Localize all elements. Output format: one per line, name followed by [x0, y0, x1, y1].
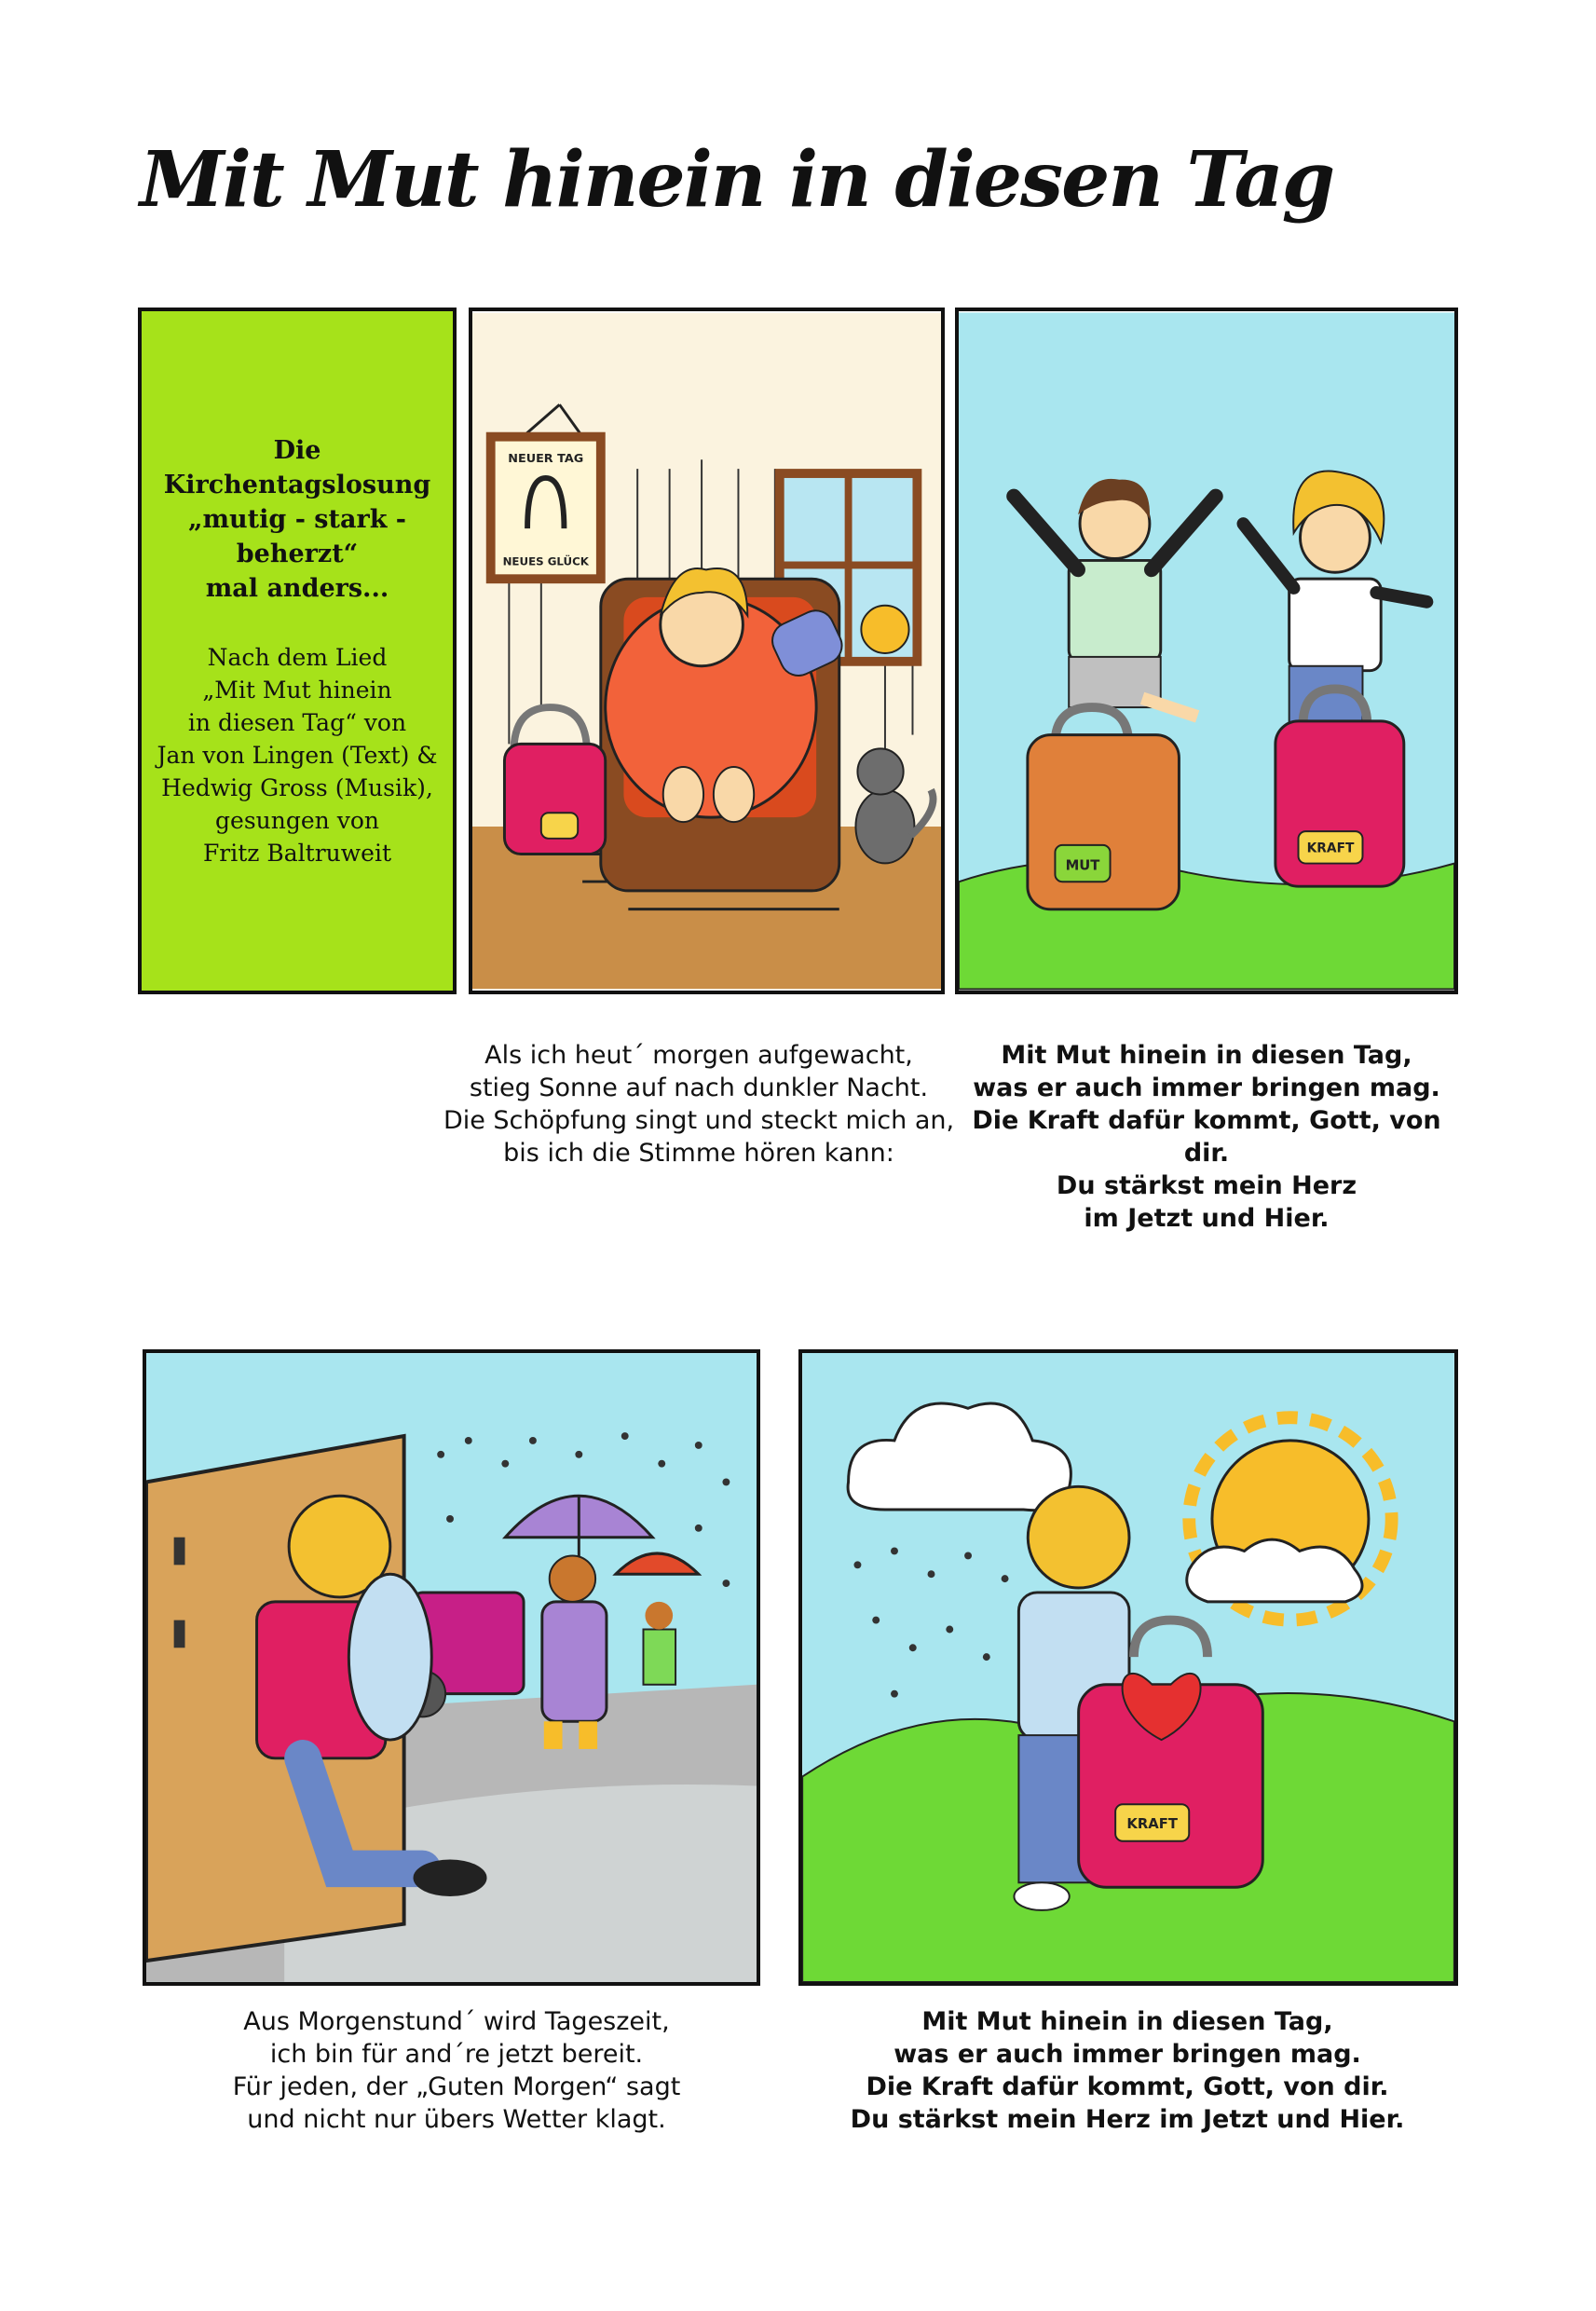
panel-sunshine	[798, 1349, 1458, 1986]
caption-line: Für jeden, der „Guten Morgen“ sagt	[232, 2072, 681, 2101]
intro-body-line: Fritz Baltruweit	[202, 839, 392, 867]
caption-line: im Jetzt und Hier.	[1084, 1204, 1330, 1233]
intro-body	[157, 641, 437, 869]
picture-label-bottom: NEUES GLÜCK	[502, 554, 589, 568]
intro-heading-line: beherzt“	[236, 539, 359, 568]
picture-label-top: NEUER TAG	[508, 452, 584, 467]
caption-verse1	[438, 1039, 960, 1169]
backpack-kraft-label: KRAFT	[1306, 841, 1355, 856]
caption-line: Als ich heut´ morgen aufgewacht,	[484, 1041, 913, 1070]
sunshine-illustration	[802, 1353, 1454, 1982]
intro-body-line: in diesen Tag“ von	[187, 708, 407, 736]
intro-heading-line: Kirchentagslosung	[163, 470, 431, 499]
wakeup-illustration	[472, 311, 941, 991]
caption-verse2	[182, 2005, 731, 2136]
rain-illustration	[146, 1353, 757, 1982]
caption-line: Mit Mut hinein in diesen Tag,	[1001, 1041, 1412, 1070]
jumping-illustration	[959, 311, 1454, 991]
intro-body-line: Jan von Lingen (Text) &	[157, 741, 438, 769]
caption-chorus2	[820, 2005, 1435, 2136]
intro-heading-line: mal anders...	[205, 573, 389, 603]
caption-chorus1	[960, 1039, 1453, 1235]
intro-box	[138, 308, 457, 994]
caption-line: Die Kraft dafür kommt, Gott, von dir.	[866, 2072, 1389, 2101]
intro-body-line: gesungen von	[215, 806, 379, 834]
intro-heading-line: Die	[273, 435, 321, 465]
panel-rain	[143, 1349, 760, 1986]
intro-body-line: „Mit Mut hinein	[202, 676, 392, 704]
intro-body-line: Nach dem Lied	[207, 643, 388, 671]
caption-line: Aus Morgenstund´ wird Tageszeit,	[243, 2007, 670, 2036]
backpack-mut	[1028, 707, 1180, 909]
intro-body-line: Hedwig Gross (Musik),	[161, 773, 433, 801]
caption-line: Die Schöpfung singt und steckt mich an,	[443, 1106, 955, 1135]
panel-jumping	[955, 308, 1458, 994]
caption-line: stieg Sonne auf nach dunkler Nacht.	[469, 1073, 929, 1102]
caption-line: bis ich die Stimme hören kann:	[503, 1139, 894, 1168]
caption-line: und nicht nur übers Wetter klagt.	[247, 2105, 666, 2134]
backpack-heart-label: KRAFT	[1126, 1815, 1178, 1832]
caption-line: ich bin für and´re jetzt bereit.	[269, 2040, 644, 2069]
caption-line: Die Kraft dafür kommt, Gott, von dir.	[972, 1106, 1441, 1168]
panel-wakeup	[469, 308, 945, 994]
caption-line: Mit Mut hinein in diesen Tag,	[921, 2007, 1333, 2036]
caption-line: was er auch immer bringen mag.	[893, 2040, 1361, 2069]
caption-line: Du stärkst mein Herz im Jetzt und Hier.	[850, 2105, 1405, 2134]
caption-line: was er auch immer bringen mag.	[973, 1073, 1440, 1102]
caption-line: Du stärkst mein Herz	[1056, 1171, 1357, 1200]
backpack-mut-label: MUT	[1065, 857, 1100, 874]
page-title: Mit Mut hinein in diesen Tag	[140, 135, 1334, 225]
intro-heading	[164, 433, 430, 606]
intro-heading-line: „mutig - stark -	[187, 504, 407, 534]
